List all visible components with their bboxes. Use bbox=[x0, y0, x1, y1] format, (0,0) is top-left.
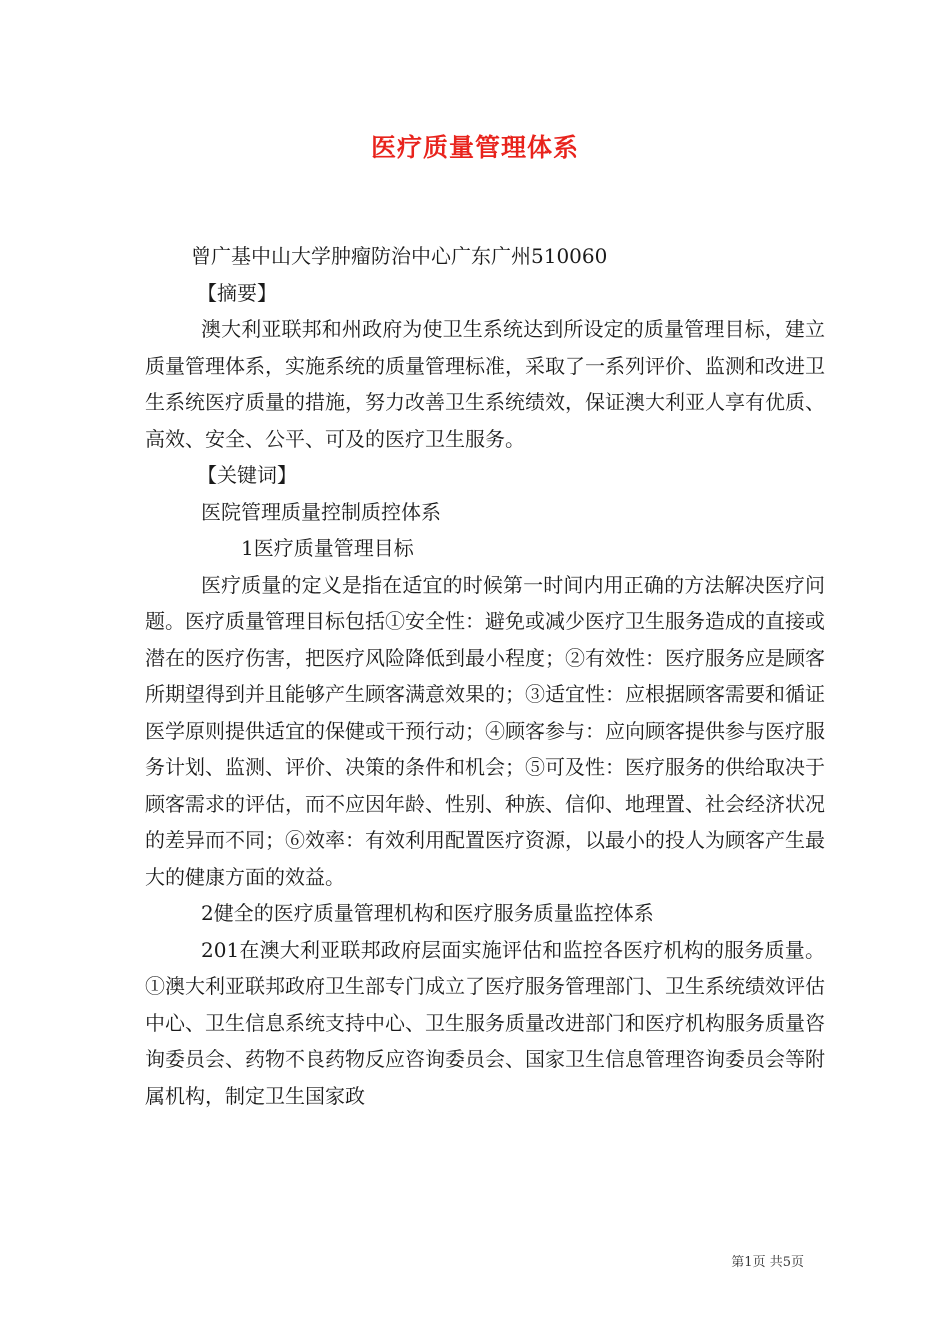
section-1-heading: 1医疗质量管理目标 bbox=[241, 536, 414, 560]
section-1-body: 医疗质量的定义是指在适宜的时候第一时间内用正确的方法解决医疗问题。医疗质量管理目标包括①安全性：避免或减少医疗卫生服务造成的直接或潜在的医疗伤害，把医疗风险降低到最小程度；②有效性：医疗服务应是顾客所期望得到并且能够产生顾客满意效果的；③适宜性：应根据顾客需要和循证医学原则提供适宜的保健或干预行动；④顾客参与：应向顾客提供参与医疗服务计划、监测、评价、决策的条件和机会；⑤可及性：医疗服务的供给取决于顾客需求的评估，而不应因年龄、性别、种族、信仰、地理置、社会经济状况的差异而不同；⑥效率：有效利用配置医疗资源，以最小的投人为顾客产生最大的健康方面的效益。 bbox=[145, 572, 825, 889]
footer-middle: 页 共 bbox=[752, 1255, 783, 1270]
author-line: 曾广基中山大学肿瘤防治中心广东广州510060 bbox=[191, 244, 608, 268]
footer-prefix: 第 bbox=[731, 1255, 745, 1270]
page-number-footer bbox=[731, 1251, 804, 1270]
footer-current-page: 1 bbox=[744, 1255, 753, 1270]
keywords-label: 【关键词】 bbox=[197, 463, 297, 487]
footer-suffix: 页 bbox=[790, 1255, 804, 1270]
section-2-heading: 2健全的医疗质量管理机构和医疗服务质量监控体系 bbox=[201, 901, 654, 925]
document-title: 医疗质量管理体系 bbox=[370, 133, 579, 162]
abstract-text: 澳大利亚联邦和州政府为使卫生系统达到所设定的质量管理目标，建立质量管理体系，实施系统的质量管理标准，采取了一系列评价、监测和改进卫生系统医疗质量的措施，努力改善卫生系统绩效，保证澳大利亚人享有优质、高效、安全、公平、可及的医疗卫生服务。 bbox=[145, 317, 825, 451]
keywords-text: 医院管理质量控制质控体系 bbox=[201, 499, 441, 524]
document-body bbox=[145, 238, 825, 1114]
footer-total-pages: 5 bbox=[782, 1255, 791, 1270]
section-2-body: 201在澳大利亚联邦政府层面实施评估和监控各医疗机构的服务质量。①澳大利亚联邦政府卫生部专门成立了医疗服务管理部门、卫生系统绩效评估中心、卫生信息系统支持中心、卫生服务质量改进部门和医疗机构服务质量咨询委员会、药物不良药物反应咨询委员会、国家卫生信息管理咨询委员会等附属机构，制定卫生国家政 bbox=[145, 937, 825, 1108]
abstract-label: 【摘要】 bbox=[197, 280, 277, 305]
